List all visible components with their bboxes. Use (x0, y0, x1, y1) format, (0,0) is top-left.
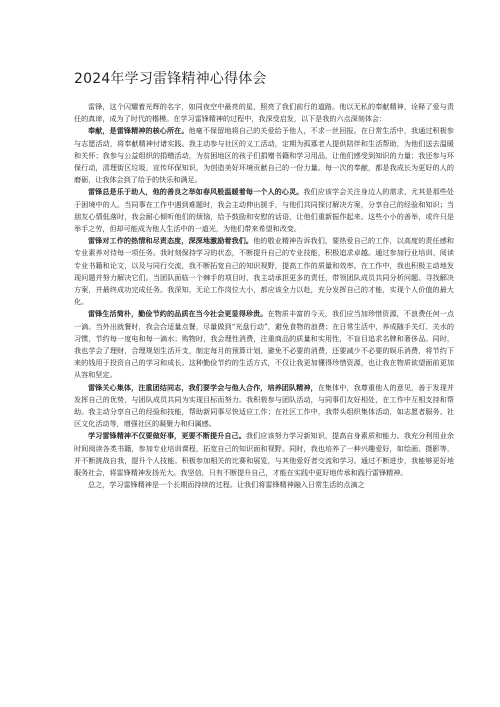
paragraph-lead: 雷锋对工作的热情和尽责态度，深深地激励着我们。 (88, 236, 254, 246)
paragraph-conclusion (74, 479, 454, 491)
paragraph-text: 总之，学习雷锋精神是一个长期而持续的过程。让我们将雷锋精神融入日常生活的点滴之 (88, 480, 365, 490)
paragraph-intro (74, 101, 454, 125)
paragraph-text: 雷锋，这个闪耀着光辉的名字，如同夜空中最亮的星，照亮了我们前行的道路。他以无私的奉献精神，诠释了爱与责任的真谛，成为了时代的楷模。在学习雷锋精神的过程中，我深受启发，以下是我的六点深刻体会： (74, 102, 454, 124)
paragraph-text: 在物质丰富的今天，我们应当加珍惜资源，不浪费任何一点一滴。当外出就餐时，我会合适量点餐，尽量做到“光盘行动”，避免食物的浪费；在日常生活中，养成随手关灯、关水的习惯，节约每一度电和每一滴水；购物时，我会理性消费，注重商品的质量和实用性，不盲目追求名牌和奢侈品。同时，我也学会了理财，合理规划生活开支，制定每月的预算计划，避免不必要的消费，还要减少不必要的娱乐消费，将节约下来的钱用于投资自己的学习和成长。这种勤俭节约的生活方式，不仅让我更加懂得珍惜资源，也让我在物质欲望面前更加从容和坚定。 (74, 309, 454, 380)
paragraph-work-ethic (74, 235, 454, 308)
paragraph-teamwork (74, 382, 454, 431)
paragraph-lead: 雷锋生活简朴，勤俭节约的品质在当今社会更显得珍贵。 (88, 309, 268, 319)
paragraph-lead: 学习雷锋精神不仅要做好事，更要不断提升自己。 (88, 431, 246, 441)
paragraph-text: 他的敬业精神告诉我们，要热爱自己的工作，以高度的责任感和专业素养对待每一项任务。我时刻保持学习的状态，不断提升自己的专业技能，积极追求卓越。通过参加行业培训、阅读专业书籍和论文，以及与同行交流，我不断拓宽自己的知识视野，提高工作的质量和效率。在工作中，我也积极主动地发现问题并努力解决它们。当团队面临一个棘手的项目时，我主动承担更多的责任，带领团队成员共同分析问题、寻找解决方案，并最终成功完成任务。我深知，无论工作岗位大小，都应该全力以赴，充分发挥自己的才能，实现个人价值的最大化。 (74, 236, 455, 307)
paragraph-text: 我们应该努力学习新知识，提高自身素质和能力。我充分利用业余时间阅读各类书籍，参加专业培训课程，拓宽自己的知识面和视野。同时，我也培养了一种兴趣爱好，如绘画、摄影等，并不断挑战自我，提升个人技能。积极参加相关的比赛和展览，与其他爱好者交流和学习。通过不断进步，我能够更好地服务社会，将雷锋精神发扬光大。我坚信，只有不断提升自己，才能在实践中更好地传承和践行雷锋精神。 (74, 431, 455, 478)
paragraph-text: 在集体中，我尊重他人的意见，善于发现并发挥自己的优势，与团队成员共同为实现目标而努力。我积极参与团队活动，与同事们友好相处，在工作中互相支持和帮助。我主动分享自己的经验和技能，帮助新同事尽快适应工作；在社区工作中，我带头组织集体活动，如志愿者服务、社区文化活动等，增强社区的凝聚力和归属感。 (74, 382, 455, 429)
paragraph-lead: 雷锋总是乐于助人，他的善良之举如春风般温暖着每一个人的心灵。 (88, 187, 304, 197)
paragraph-dedication (74, 125, 454, 186)
paragraph-lead: 奉献，是雷锋精神的核心所在。 (88, 126, 189, 136)
paragraph-self-improvement (74, 430, 454, 479)
paragraph-helping-others (74, 186, 454, 235)
document-title: 2024年学习雷锋精神心得体会 (74, 71, 267, 87)
paragraph-frugality (74, 308, 454, 381)
paragraph-text: 我们应该学会关注身边人的需求，尤其是那些处于困境中的人。当同事在工作中遇到难题时，我会主动伸出援手，与他们共同探讨解决方案，分享自己的经验和知识；当朋友心情低落时，我会耐心倾听他们的烦恼，给予鼓励和安慰的话语，让他们重新振作起来。这些小小的善举，或许只是举手之劳，但却可能成为他人生活中的一道光，为他们带来希望和改变。 (74, 187, 454, 234)
paragraph-lead: 雷锋关心集体，注重团结同志，我们要学会与他人合作，培养团队精神， (88, 382, 318, 392)
paragraph-text: 他毫不保留地将自己的关爱给予他人，不求一丝回报。在日常生活中，我通过积极参与志愿活动，将奉献精神付诸实践。我主动参与社区的义工活动，定期为孤寡老人提供陪伴和生活帮助，为他们送去温暖和关怀；我参与公益组织的捐赠活动，为贫困地区的孩子们捐赠书籍和学习用品，让他们感受到知识的力量；我还参与环保行动，清理街区垃圾，宣传环保知识，为创造美好环境贡献自己的一份力量。每一次的奉献，都是我成长为更好的人的磨砺，让我体会到了给予的快乐和满足。 (74, 126, 455, 185)
document-body (74, 101, 454, 492)
